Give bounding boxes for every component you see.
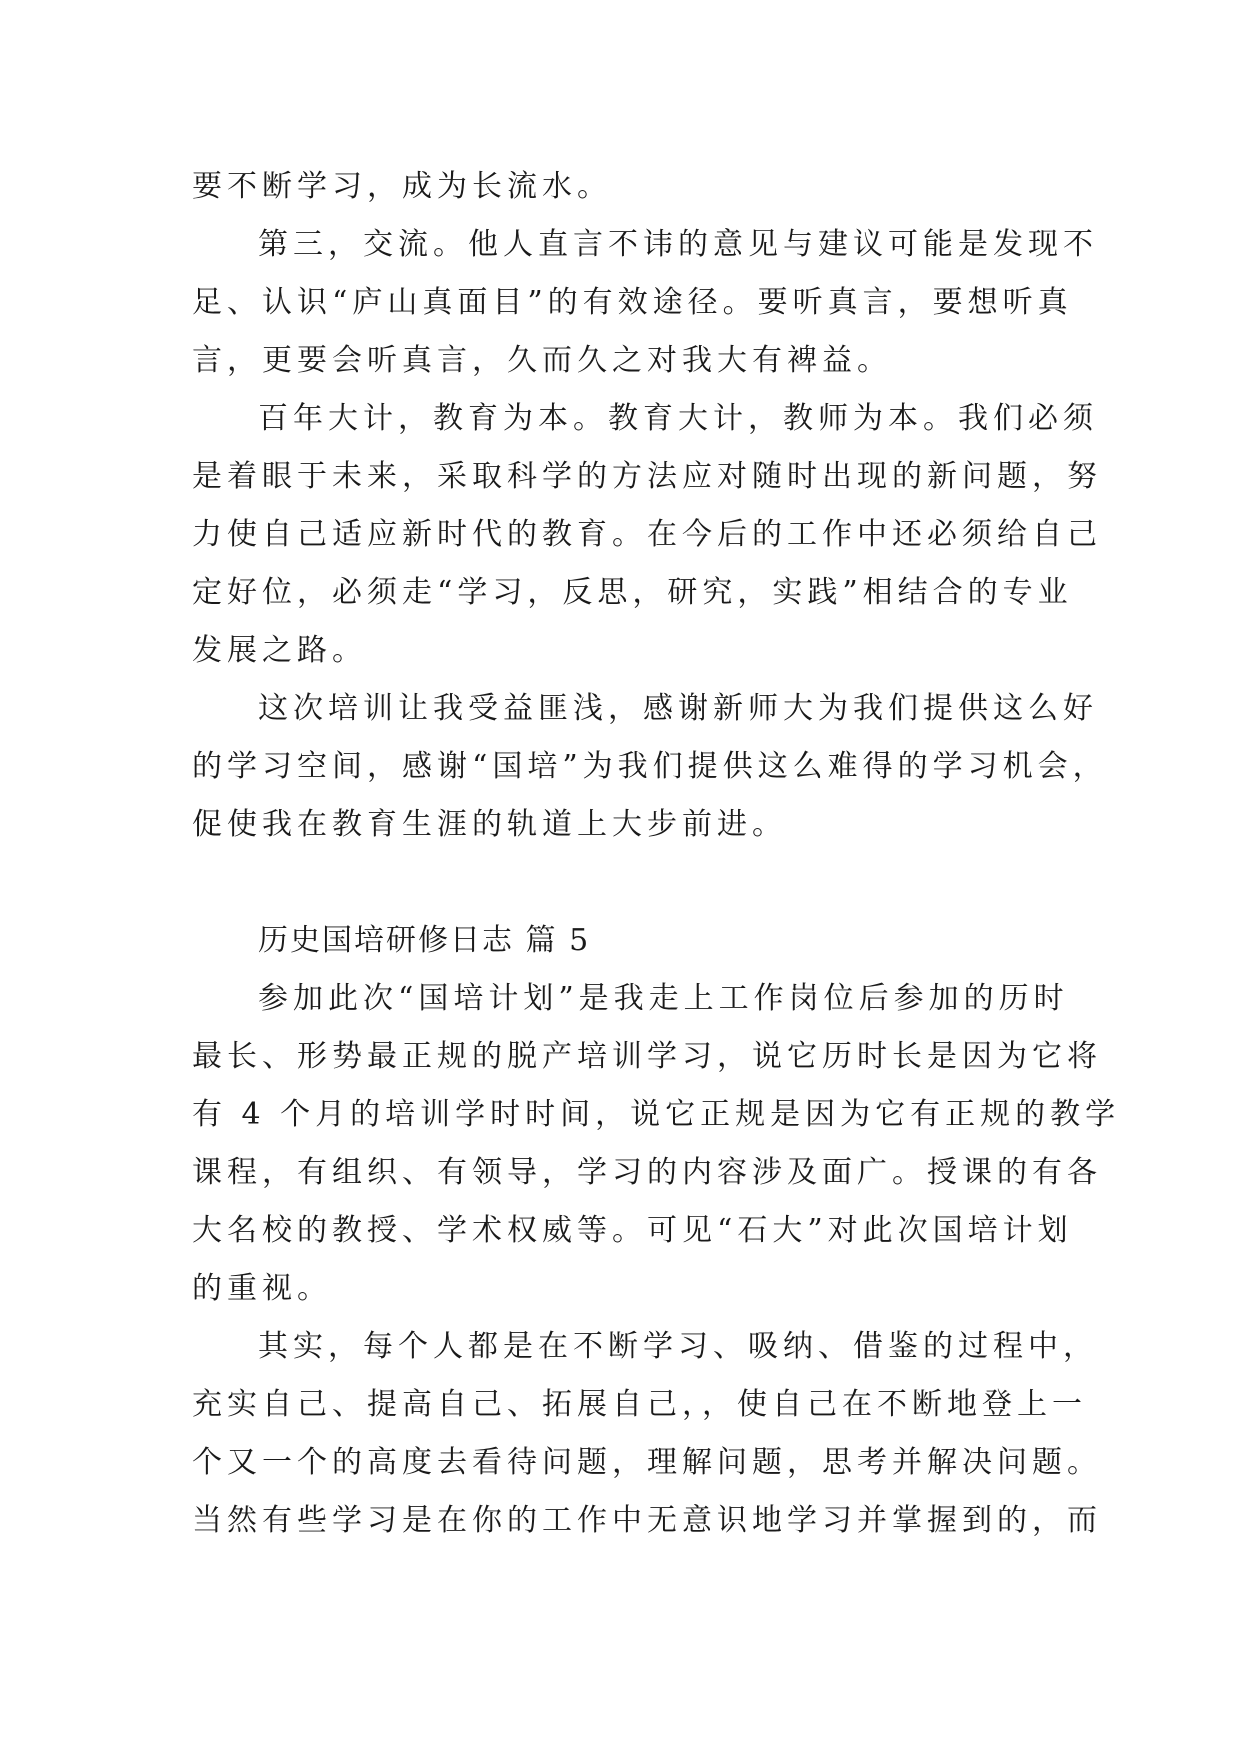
section-gap (192, 854, 1054, 912)
text-line: 有 4 个月的培训学时时间，说它正规是因为它有正规的教学 (192, 1097, 1121, 1132)
text-line: 力使自己适应新时代的教育。在今后的工作中还必须给自己 (192, 517, 1102, 552)
document-body (192, 158, 1121, 1550)
text-line: 个又一个的高度去看待问题，理解问题，思考并解决问题。 (192, 1445, 1102, 1480)
paragraph-start-line: 参加此次“国培计划”是我走上工作岗位后参加的历时 (258, 981, 1069, 1016)
text-line: 充实自己、提高自己、拓展自己，，使自己在不断地登上一 (192, 1387, 1087, 1422)
text-line: 大名校的教授、学术权威等。可见“石大”对此次国培计划 (192, 1213, 1073, 1248)
text-line: 是着眼于未来，采取科学的方法应对随时出现的新问题，努 (192, 459, 1102, 494)
text-line: 的重视。 (192, 1271, 332, 1306)
text-line: 足、认识“庐山真面目”的有效途径。要听真言，要想听真 (192, 285, 1073, 320)
text-line: 定好位，必须走“学习，反思，研究，实践”相结合的专业 (192, 575, 1073, 610)
paragraph-start-line: 百年大计，教育为本。教育大计，教师为本。我们必须 (258, 401, 1098, 436)
text-line: 课程，有组织、有领导，学习的内容涉及面广。授课的有各 (192, 1155, 1102, 1190)
paragraph-start-line: 第三，交流。他人直言不讳的意见与建议可能是发现不 (258, 227, 1098, 262)
section-heading: 历史国培研修日志 篇 5 (258, 923, 591, 958)
text-line: 当然有些学习是在你的工作中无意识地学习并掌握到的，而 (192, 1503, 1102, 1538)
text-line: 言，更要会听真言，久而久之对我大有裨益。 (192, 343, 892, 378)
text-line: 的学习空间，感谢“国培”为我们提供这么难得的学习机会， (192, 749, 1108, 784)
paragraph-start-line: 其实，每个人都是在不断学习、吸纳、借鉴的过程中， (258, 1329, 1098, 1364)
paragraph-start-line: 这次培训让我受益匪浅，感谢新师大为我们提供这么好 (258, 691, 1098, 726)
text-line: 促使我在教育生涯的轨道上大步前进。 (192, 807, 787, 842)
text-line: 要不断学习，成为长流水。 (192, 169, 612, 204)
text-line: 发展之路。 (192, 633, 367, 668)
text-line: 最长、形势最正规的脱产培训学习，说它历时长是因为它将 (192, 1039, 1102, 1074)
